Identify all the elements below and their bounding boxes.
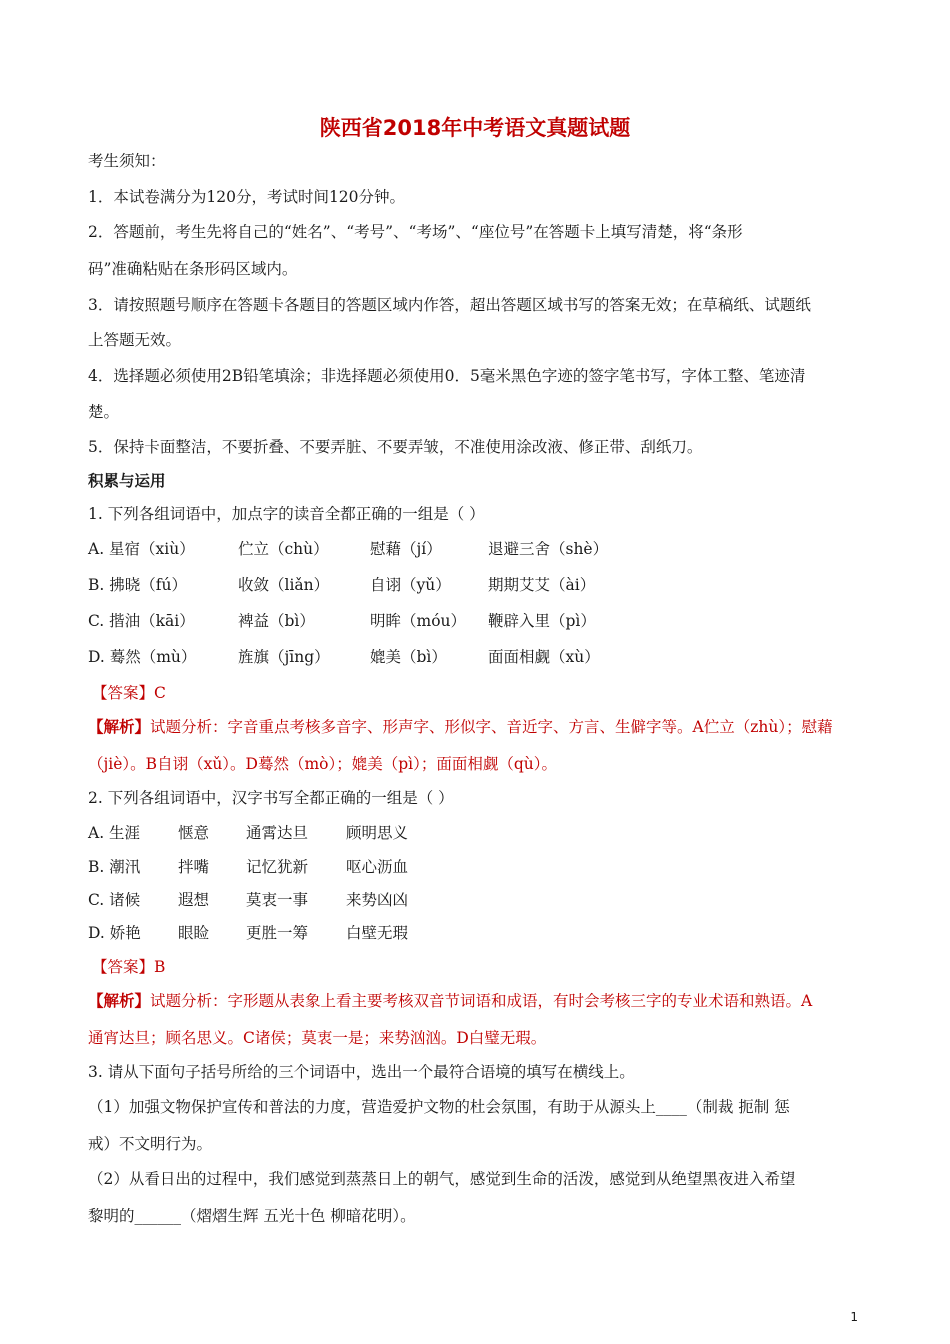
option-word: C. 诸候: [88, 891, 141, 909]
option-word: D. 娇艳: [88, 924, 141, 942]
option-word: 莫衷一事: [246, 891, 309, 909]
notice-heading: 考生须知：: [88, 152, 166, 170]
option-word: C. 揩油（kāi）: [88, 612, 195, 630]
notice-item: 4．选择题必须使用2B铅笔填涂；非选择题必须使用0．5毫米黑色字迹的签字笔书写，字体工整、笔迹清: [88, 367, 806, 385]
option-word: 白壁无瑕: [346, 924, 409, 942]
option-word: 呕心沥血: [346, 858, 409, 876]
notice-item: 1．本试卷满分为120分，考试时间120分钟。: [88, 188, 406, 206]
notice-item: 5．保持卡面整洁，不要折叠、不要弄脏、不要弄皱，不准使用涂改液、修正带、刮纸刀。: [88, 438, 703, 456]
question-3-stem: 3. 请从下面句子括号所给的三个词语中，选出一个最符合语境的填写在横线上。: [88, 1063, 635, 1081]
q3-part-1: （1）加强文物保护宣传和普法的力度，营造爱护文物的杜会氛围，有助于从源头上____（制裁 扼制 惩: [88, 1098, 790, 1116]
option-word: 通霄达旦: [246, 824, 309, 842]
option-word: 面面相觑（xù）: [488, 648, 600, 666]
q2-answer: 【答案】B: [92, 958, 166, 976]
option-word: 自诩（yǔ）: [370, 576, 451, 594]
q1-analysis: [88, 716, 868, 738]
analysis-label: 【解析】: [88, 992, 151, 1010]
option-word: 媲美（bì）: [370, 648, 447, 666]
option-word: 伫立（chù）: [238, 540, 329, 558]
option-word: B. 潮汛: [88, 858, 141, 876]
option-word: 拌嘴: [178, 858, 210, 876]
notice-item: 2．答题前，考生先将自己的“姓名”、“考号”、“考场”、“座位号”在答题卡上填写清楚，将“条形: [88, 223, 743, 241]
option-word: A. 星宿（xiù）: [88, 540, 195, 558]
page-title: 陕西省2018年中考语文真题试题: [319, 116, 631, 140]
q3-part-2: （2）从看日出的过程中，我们感觉到蒸蒸日上的朝气，感觉到生命的活泼，感觉到从绝望黑夜进入希望: [88, 1170, 796, 1188]
option-word: A. 生涯: [88, 824, 141, 842]
q1-answer: 【答案】C: [92, 684, 166, 702]
option-word: 来势凶凶: [346, 891, 409, 909]
notice-item: 楚。: [88, 403, 120, 421]
option-word: 更胜一筹: [246, 924, 309, 942]
option-word: 顾明思义: [346, 824, 409, 842]
option-word: 记忆犹新: [246, 858, 309, 876]
notice-item: 上答题无效。: [88, 331, 182, 349]
option-word: 惬意: [178, 824, 210, 842]
q3-part-1-cont: 戒）不文明行为。: [88, 1135, 213, 1153]
q2-analysis-cont: 通宵达旦；顾名思义。C诸侯；莫衷一是；来势汹汹。D白璧无瑕。: [88, 1029, 547, 1047]
option-word: 慰藉（jí）: [370, 540, 442, 558]
q3-part-2-cont: 黎明的______（熠熠生辉 五光十色 柳暗花明）。: [88, 1207, 416, 1225]
notice-item: 3．请按照题号顺序在答题卡各题目的答题区域内作答，超出答题区域书写的答案无效；在草稿纸、试题纸: [88, 296, 811, 314]
analysis-text: 试题分析：字形题从表象上看主要考核双音节词语和成语，有时会考核三字的专业术语和熟语。A: [150, 992, 813, 1010]
option-word: 鞭辟入里（pì）: [488, 612, 596, 630]
analysis-label: 【解析】: [88, 718, 151, 736]
section-title: 积累与运用: [88, 472, 166, 490]
option-word: 收敛（liǎn）: [238, 576, 330, 594]
option-word: 旌旗（jīng）: [238, 648, 330, 666]
option-word: 明眸（móu）: [370, 612, 467, 630]
question-2-stem: 2. 下列各组词语中，汉字书写全都正确的一组是（ ）: [88, 789, 454, 807]
notice-item: 码”准确粘贴在条形码区域内。: [88, 260, 298, 278]
analysis-text: 试题分析：字音重点考核多音字、形声字、形似字、音近字、方言、生僻字等。A伫立（zhù）；慰藉: [150, 718, 833, 736]
q1-analysis-cont: （jiè）。B自诩（xǔ）。D蓦然（mò）；媲美（pì）；面面相觑（qù）。: [88, 755, 558, 773]
option-word: B. 拂晓（fú）: [88, 576, 187, 594]
option-word: 眼睑: [178, 924, 210, 942]
option-word: 裨益（bì）: [238, 612, 315, 630]
option-word: 退避三舍（shè）: [488, 540, 609, 558]
option-word: 期期艾艾（ài）: [488, 576, 596, 594]
option-word: D. 蓦然（mù）: [88, 648, 197, 666]
option-word: 遐想: [178, 891, 210, 909]
question-1-stem: 1. 下列各组词语中，加点字的读音全都正确的一组是（ ）: [88, 505, 485, 523]
page-number: 1: [850, 1310, 858, 1324]
q2-analysis: [88, 990, 868, 1012]
